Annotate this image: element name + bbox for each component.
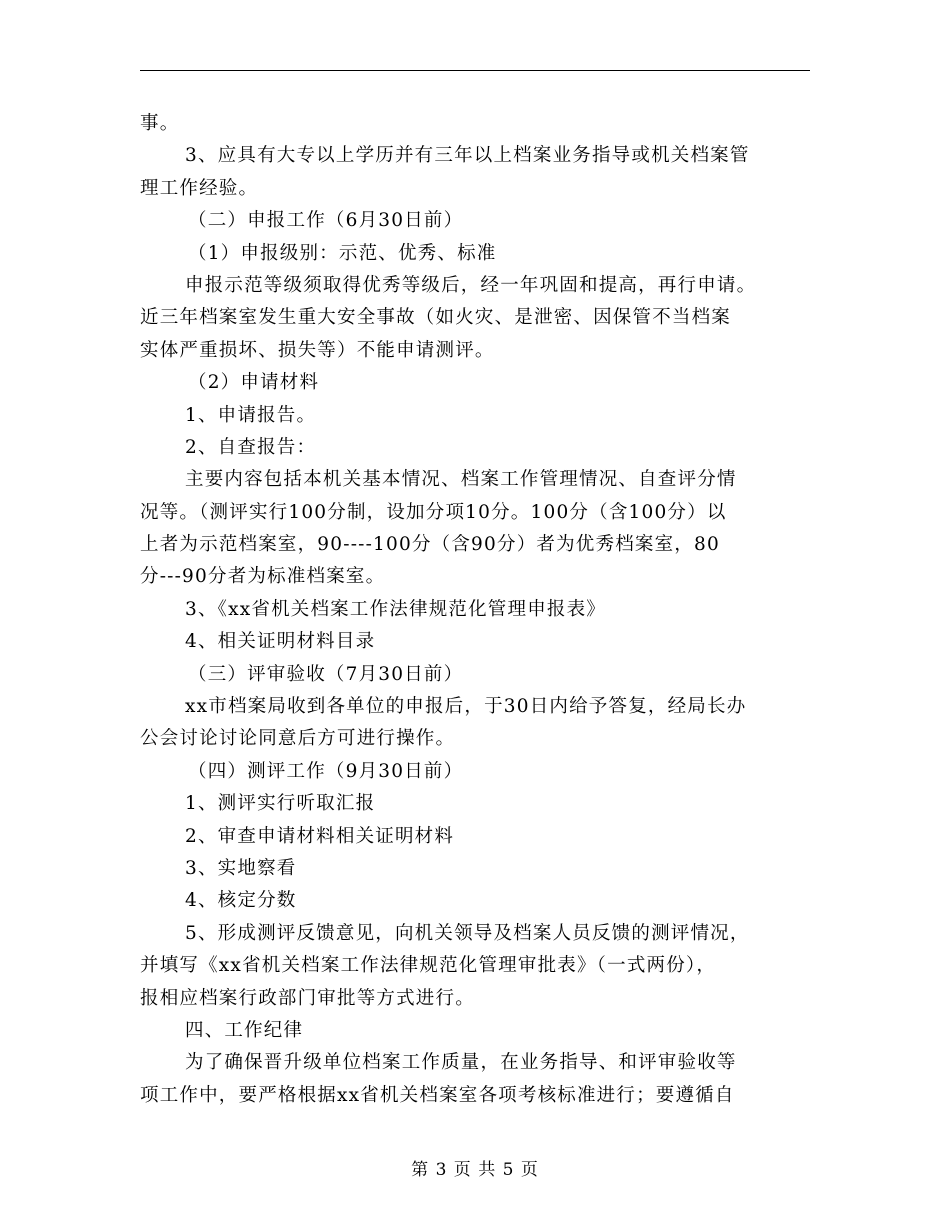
document-body bbox=[140, 108, 810, 1112]
text-line: （1）申报级别：示范、优秀、标准 bbox=[188, 242, 497, 264]
text-line: 1、申请报告。 bbox=[185, 404, 317, 426]
text-line: 主要内容包括本机关基本情况、档案工作管理情况、自查评分情 bbox=[185, 469, 737, 491]
text-line: xx市档案局收到各单位的申报后，于30日内给予答复，经局长办 bbox=[185, 696, 747, 718]
text-line: 上者为示范档案室，90----100分（含90分）者为优秀档案室，80 bbox=[140, 534, 720, 556]
text-line: 申报示范等级须取得优秀等级后，经一年巩固和提高，再行申请。 bbox=[185, 274, 757, 296]
text-line: 分---90分者为标准档案室。 bbox=[140, 566, 386, 588]
text-line: 理工作经验。 bbox=[140, 177, 259, 199]
text-line: （三）评审验收（7月30日前） bbox=[188, 663, 464, 685]
text-line: 4、核定分数 bbox=[185, 890, 297, 912]
text-line: 近三年档案室发生重大安全事故（如火灾、是泄密、因保管不当档案 bbox=[140, 307, 732, 329]
header-rule bbox=[140, 70, 810, 71]
text-line: 3、应具有大专以上学历并有三年以上档案业务指导或机关档案管 bbox=[185, 145, 750, 167]
text-line: 四、工作纪律 bbox=[185, 1019, 304, 1041]
text-line: 并填写《xx省机关档案工作法律规范化管理审批表》（一式两份）， bbox=[140, 955, 717, 977]
text-line: （四）测评工作（9月30日前） bbox=[188, 760, 464, 782]
text-line: 3、《xx省机关档案工作法律规范化管理申报表》 bbox=[185, 598, 606, 620]
text-line: 报相应档案行政部门审批等方式进行。 bbox=[140, 987, 475, 1009]
text-line: 为了确保晋升级单位档案工作质量，在业务指导、和评审验收等 bbox=[185, 1052, 737, 1074]
text-line: 2、审查申请材料相关证明材料 bbox=[185, 825, 455, 847]
text-line: （二）申报工作（6月30日前） bbox=[188, 210, 464, 232]
text-line: 4、相关证明材料目录 bbox=[185, 631, 376, 653]
text-line: 项工作中，要严格根据xx省机关档案室各项考核标准进行；要遵循自 bbox=[140, 1084, 735, 1106]
page-number-footer: 第 3 页 共 5 页 bbox=[411, 1160, 539, 1180]
text-line: （2）申请材料 bbox=[188, 372, 320, 394]
text-line: 况等。（测评实行100分制，设加分项10分。100分（含100分）以 bbox=[140, 501, 727, 523]
text-line: 1、测评实行听取汇报 bbox=[185, 793, 376, 815]
text-line: 5、形成测评反馈意见，向机关领导及档案人员反馈的测评情况， bbox=[185, 922, 750, 944]
text-line: 3、实地察看 bbox=[185, 857, 297, 879]
text-line: 公会讨论讨论同意后方可进行操作。 bbox=[140, 728, 456, 750]
text-line: 2、自查报告： bbox=[185, 436, 317, 458]
text-line: 事。 bbox=[140, 113, 180, 134]
text-line: 实体严重损坏、损失等）不能申请测评。 bbox=[140, 339, 495, 361]
